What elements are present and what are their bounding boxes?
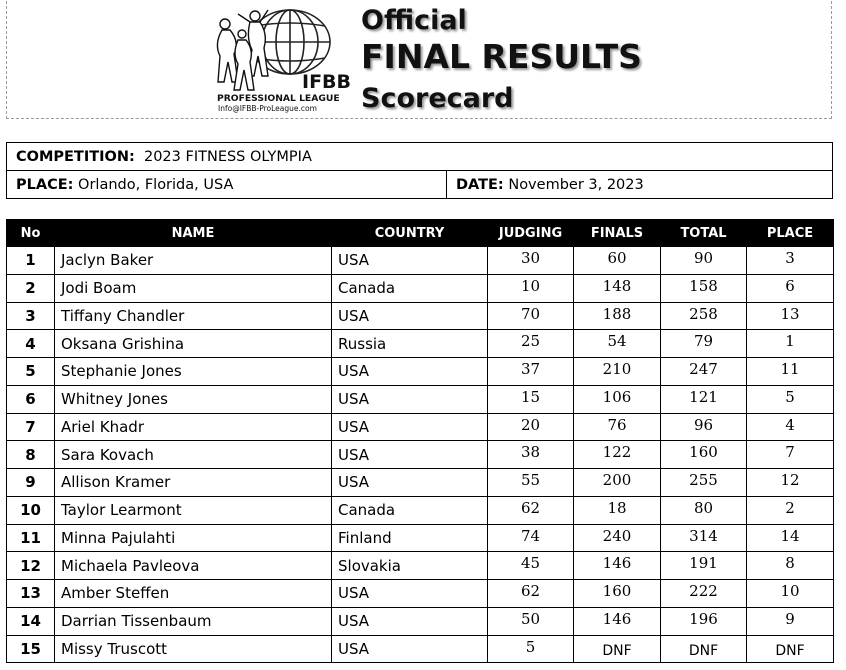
table-row (7, 552, 834, 580)
column-header-country: COUNTRY (332, 220, 488, 247)
judging-score: 55 (488, 469, 574, 497)
athlete-country: USA (332, 385, 488, 413)
total-score: DNF (661, 635, 747, 663)
total-score: 314 (661, 524, 747, 552)
table-row (7, 469, 834, 497)
scorecard-header (6, 1, 832, 119)
athlete-country: USA (332, 358, 488, 386)
row-number: 14 (7, 607, 55, 635)
logo-org-sub: PROFESSIONAL LEAGUE (217, 93, 340, 104)
finals-score: 160 (574, 580, 661, 608)
final-place: 9 (747, 607, 834, 635)
athlete-country: USA (332, 247, 488, 275)
column-header-no: No (7, 220, 55, 247)
table-row (7, 441, 834, 469)
finals-score: DNF (574, 635, 661, 663)
finals-score: 210 (574, 358, 661, 386)
table-row (7, 635, 834, 663)
athlete-name: Allison Kramer (55, 469, 332, 497)
competition-value: 2023 FITNESS OLYMPIA (143, 148, 312, 165)
finals-score: 146 (574, 607, 661, 635)
athlete-name: Darrian Tissenbaum (55, 607, 332, 635)
row-number: 5 (7, 358, 55, 386)
judging-score: 62 (488, 496, 574, 524)
date-value: November 3, 2023 (508, 176, 644, 193)
row-number: 4 (7, 330, 55, 358)
column-header-place: PLACE (747, 220, 834, 247)
table-row (7, 580, 834, 608)
athlete-name: Minna Pajulahti (55, 524, 332, 552)
judging-score: 74 (488, 524, 574, 552)
judging-score: 25 (488, 330, 574, 358)
logo-email: Info@IFBB-ProLeague.com (218, 104, 317, 113)
place-value: Orlando, Florida, USA (78, 176, 234, 193)
table-row (7, 358, 834, 386)
results-table (6, 219, 834, 663)
total-score: 247 (661, 358, 747, 386)
table-row (7, 413, 834, 441)
row-number: 15 (7, 635, 55, 663)
total-score: 196 (661, 607, 747, 635)
total-score: 191 (661, 552, 747, 580)
column-header-judging: JUDGING (488, 220, 574, 247)
place-label: PLACE: (16, 176, 74, 193)
competition-label: COMPETITION: (16, 148, 135, 165)
judging-score: 37 (488, 358, 574, 386)
finals-score: 148 (574, 274, 661, 302)
final-place: 13 (747, 302, 834, 330)
athlete-name: Ariel Khadr (55, 413, 332, 441)
judging-score: 5 (488, 635, 574, 663)
athlete-country: Canada (332, 274, 488, 302)
finals-score: 18 (574, 496, 661, 524)
final-place: 8 (747, 552, 834, 580)
row-number: 1 (7, 247, 55, 275)
finals-score: 146 (574, 552, 661, 580)
athlete-country: Slovakia (332, 552, 488, 580)
final-place: 1 (747, 330, 834, 358)
final-place: 10 (747, 580, 834, 608)
athlete-name: Missy Truscott (55, 635, 332, 663)
athlete-name: Stephanie Jones (55, 358, 332, 386)
results-header-row (7, 220, 834, 247)
competition-cell (7, 143, 833, 171)
table-row (7, 496, 834, 524)
athlete-country: USA (332, 469, 488, 497)
finals-score: 200 (574, 469, 661, 497)
table-row (7, 302, 834, 330)
row-number: 13 (7, 580, 55, 608)
row-number: 9 (7, 469, 55, 497)
title-official: Official (361, 5, 467, 36)
athlete-name: Oksana Grishina (55, 330, 332, 358)
athlete-name: Sara Kovach (55, 441, 332, 469)
athlete-country: USA (332, 635, 488, 663)
athlete-name: Taylor Learmont (55, 496, 332, 524)
final-place: 6 (747, 274, 834, 302)
column-header-finals: FINALS (574, 220, 661, 247)
place-cell (7, 171, 447, 199)
column-header-name: NAME (55, 220, 332, 247)
athlete-name: Amber Steffen (55, 580, 332, 608)
final-place: 12 (747, 469, 834, 497)
final-place: 5 (747, 385, 834, 413)
final-place: 7 (747, 441, 834, 469)
athletes-icon (217, 10, 268, 90)
athlete-name: Jaclyn Baker (55, 247, 332, 275)
row-number: 8 (7, 441, 55, 469)
athlete-country: USA (332, 580, 488, 608)
finals-score: 76 (574, 413, 661, 441)
table-row (7, 330, 834, 358)
column-header-total: TOTAL (661, 220, 747, 247)
total-score: 258 (661, 302, 747, 330)
athlete-country: USA (332, 413, 488, 441)
total-score: 255 (661, 469, 747, 497)
finals-score: 54 (574, 330, 661, 358)
competition-info (6, 142, 833, 199)
athlete-country: Finland (332, 524, 488, 552)
judging-score: 62 (488, 580, 574, 608)
finals-score: 240 (574, 524, 661, 552)
finals-score: 122 (574, 441, 661, 469)
athlete-country: USA (332, 441, 488, 469)
row-number: 11 (7, 524, 55, 552)
athlete-name: Michaela Pavleova (55, 552, 332, 580)
scorecard-title (361, 7, 642, 112)
logo-org-name: IFBB (302, 71, 352, 93)
judging-score: 20 (488, 413, 574, 441)
table-row (7, 607, 834, 635)
final-place: 2 (747, 496, 834, 524)
judging-score: 15 (488, 385, 574, 413)
athlete-country: Russia (332, 330, 488, 358)
row-number: 3 (7, 302, 55, 330)
finals-score: 188 (574, 302, 661, 330)
table-row (7, 524, 834, 552)
total-score: 160 (661, 441, 747, 469)
row-number: 2 (7, 274, 55, 302)
finals-score: 106 (574, 385, 661, 413)
title-final-results: FINAL RESULTS (361, 37, 642, 76)
table-row (7, 385, 834, 413)
total-score: 79 (661, 330, 747, 358)
final-place: DNF (747, 635, 834, 663)
total-score: 121 (661, 385, 747, 413)
date-cell (447, 171, 833, 199)
final-place: 14 (747, 524, 834, 552)
total-score: 96 (661, 413, 747, 441)
results-body (7, 247, 834, 663)
finals-score: 60 (574, 247, 661, 275)
ifbb-logo (210, 4, 355, 114)
total-score: 90 (661, 247, 747, 275)
athlete-name: Tiffany Chandler (55, 302, 332, 330)
judging-score: 30 (488, 247, 574, 275)
table-row (7, 247, 834, 275)
athlete-country: Canada (332, 496, 488, 524)
final-place: 11 (747, 358, 834, 386)
judging-score: 38 (488, 441, 574, 469)
athlete-country: USA (332, 607, 488, 635)
row-number: 6 (7, 385, 55, 413)
athlete-name: Whitney Jones (55, 385, 332, 413)
date-label: DATE: (456, 176, 504, 193)
total-score: 222 (661, 580, 747, 608)
row-number: 12 (7, 552, 55, 580)
total-score: 80 (661, 496, 747, 524)
table-row (7, 274, 834, 302)
judging-score: 50 (488, 607, 574, 635)
judging-score: 45 (488, 552, 574, 580)
athlete-country: USA (332, 302, 488, 330)
judging-score: 10 (488, 274, 574, 302)
athlete-name: Jodi Boam (55, 274, 332, 302)
total-score: 158 (661, 274, 747, 302)
final-place: 3 (747, 247, 834, 275)
row-number: 7 (7, 413, 55, 441)
title-scorecard: Scorecard (361, 83, 514, 114)
judging-score: 70 (488, 302, 574, 330)
final-place: 4 (747, 413, 834, 441)
row-number: 10 (7, 496, 55, 524)
